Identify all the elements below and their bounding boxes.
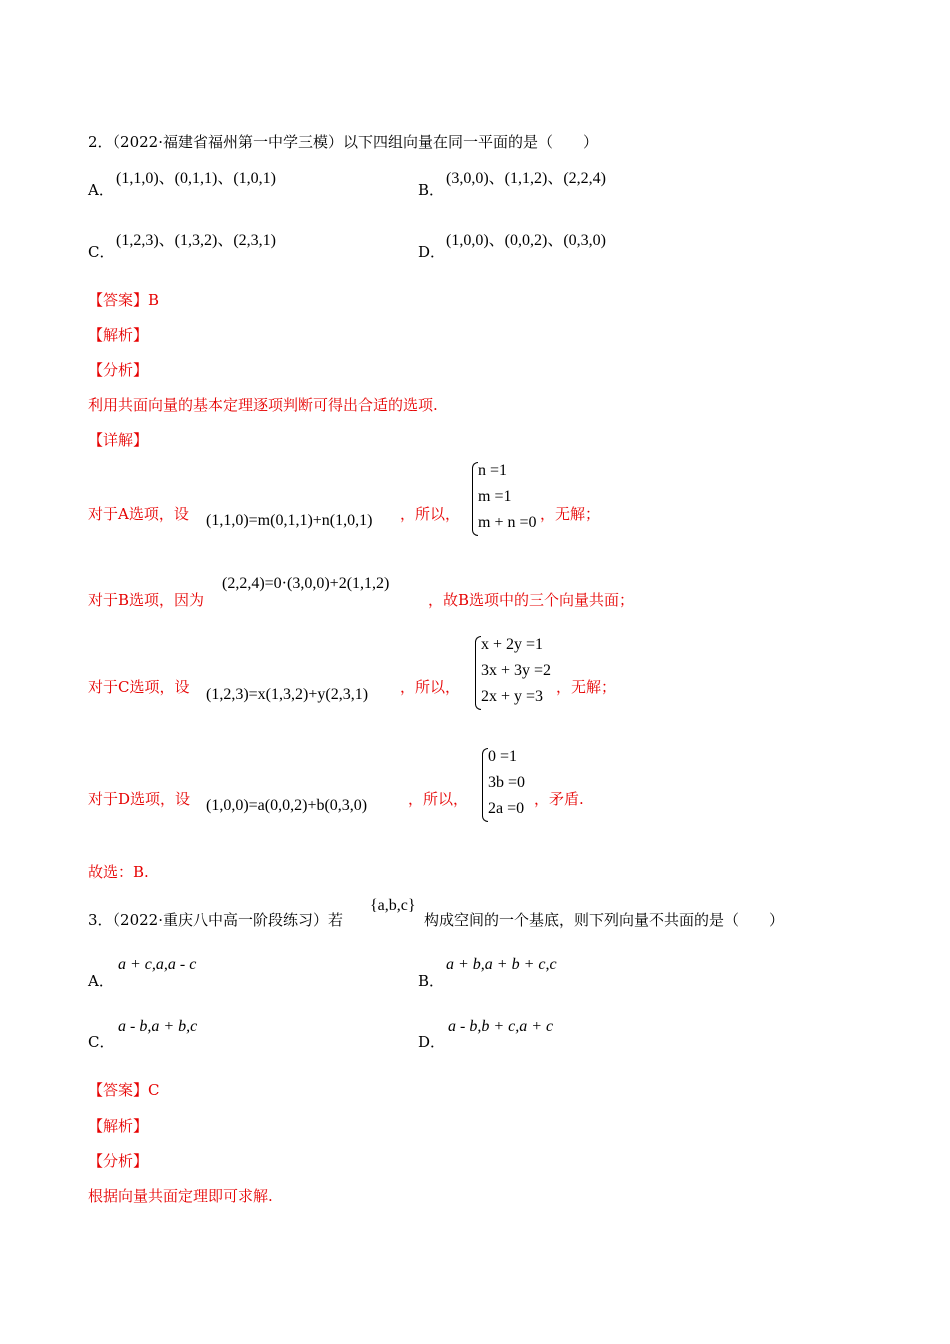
q2-option-d: (1,0,0)、(0,0,2)、(0,3,0) xyxy=(446,232,606,249)
q3-stem-pre: 3．（2022·重庆八中高一阶段练习）若 xyxy=(88,911,343,929)
q2-option-a: (1,1,0)、(0,1,1)、(1,0,1) xyxy=(116,170,276,187)
q3-option-c-label: C． xyxy=(88,1033,115,1051)
q2-detail-d-sys-line: 3b =0 xyxy=(488,774,526,791)
q2-option-c-label: C． xyxy=(88,243,115,261)
q2-detail-d-equation: (1,0,0)=a(0,0,2)+b(0,3,0) xyxy=(206,797,368,814)
q2-detail-c-mid: ，所以， xyxy=(400,678,461,696)
q2-detail-a-end: ，无解； xyxy=(540,505,601,523)
q2-detail-b-prefix: 对于B选项，因为 xyxy=(88,591,205,609)
q2-detail-c-sys-line: 3x + 3y =2 xyxy=(481,662,552,679)
q3-option-d: a - b,b + c,a + c xyxy=(448,1018,554,1035)
q3-fenxi-heading: 【分析】 xyxy=(88,1152,149,1170)
q2-option-b: (3,0,0)、(1,1,2)、(2,2,4) xyxy=(446,170,606,187)
q2-detail-d-sys-line: 2a =0 xyxy=(488,800,525,817)
q2-detail-a-mid: ，所以， xyxy=(400,505,461,523)
q3-option-d-label: D． xyxy=(418,1033,446,1051)
q3-option-c: a - b,a + b,c xyxy=(118,1018,198,1035)
q2-answer: 【答案】B xyxy=(88,291,160,309)
q2-fenxi-heading: 【分析】 xyxy=(88,361,149,379)
q2-detail-d-end: ，矛盾. xyxy=(534,790,584,808)
q3-basis: {a,b,c} xyxy=(370,897,416,914)
q3-option-b-label: B． xyxy=(418,972,445,990)
q2-detail-d-mid: ，所以， xyxy=(408,790,469,808)
q2-detail-c-sys-line: 2x + y =3 xyxy=(481,688,544,705)
q2-detail-b-end: ，故B选项中的三个向量共面； xyxy=(428,591,635,609)
q2-option-d-label: D． xyxy=(418,243,446,261)
q2-detail-a-sys-line: m + n =0 xyxy=(478,514,537,531)
q2-detail-b-equation: (2,2,4)=0·(3,0,0)+2(1,1,2) xyxy=(222,575,390,592)
q3-option-a-label: A． xyxy=(88,972,114,990)
q2-detail-c-sys-line: x + 2y =1 xyxy=(481,636,544,653)
q2-detail-a-equation: (1,1,0)=m(0,1,1)+n(1,0,1) xyxy=(206,512,373,529)
q2-option-c: (1,2,3)、(1,3,2)、(2,3,1) xyxy=(116,232,276,249)
q3-fenxi-text: 根据向量共面定理即可求解. xyxy=(88,1187,273,1205)
q2-detail-c-equation: (1,2,3)=x(1,3,2)+y(2,3,1) xyxy=(206,686,369,703)
q3-option-a: a + c,a,a - c xyxy=(118,956,197,973)
q2-detail-a-sys-line: m =1 xyxy=(478,488,512,505)
q3-stem-post: 构成空间的一个基底，则下列向量不共面的是（ ） xyxy=(424,911,785,929)
q2-fenxi-text: 利用共面向量的基本定理逐项判断可得出合适的选项. xyxy=(88,396,438,414)
q2-detail-c-prefix: 对于C选项，设 xyxy=(88,678,190,696)
q2-detail-a-prefix: 对于A选项，设 xyxy=(88,505,189,523)
q2-jiexi-heading: 【解析】 xyxy=(88,326,149,344)
q3-option-b: a + b,a + b + c,c xyxy=(446,956,557,973)
q2-conclusion: 故选：B. xyxy=(88,863,149,881)
q2-xiangjie-heading: 【详解】 xyxy=(88,431,149,449)
q3-answer: 【答案】C xyxy=(88,1081,160,1099)
q2-detail-d-sys-line: 0 =1 xyxy=(488,748,518,765)
q3-jiexi-heading: 【解析】 xyxy=(88,1117,149,1135)
q2-detail-c-end: ，无解； xyxy=(556,678,617,696)
q2-stem: 2．（2022·福建省福州第一中学三模）以下四组向量在同一平面的是（ ） xyxy=(88,133,598,151)
q2-detail-d-prefix: 对于D选项，设 xyxy=(88,790,191,808)
q2-detail-a-sys-line: n =1 xyxy=(478,462,508,479)
q2-option-b-label: B． xyxy=(418,181,445,199)
q2-option-a-label: A． xyxy=(88,181,114,199)
